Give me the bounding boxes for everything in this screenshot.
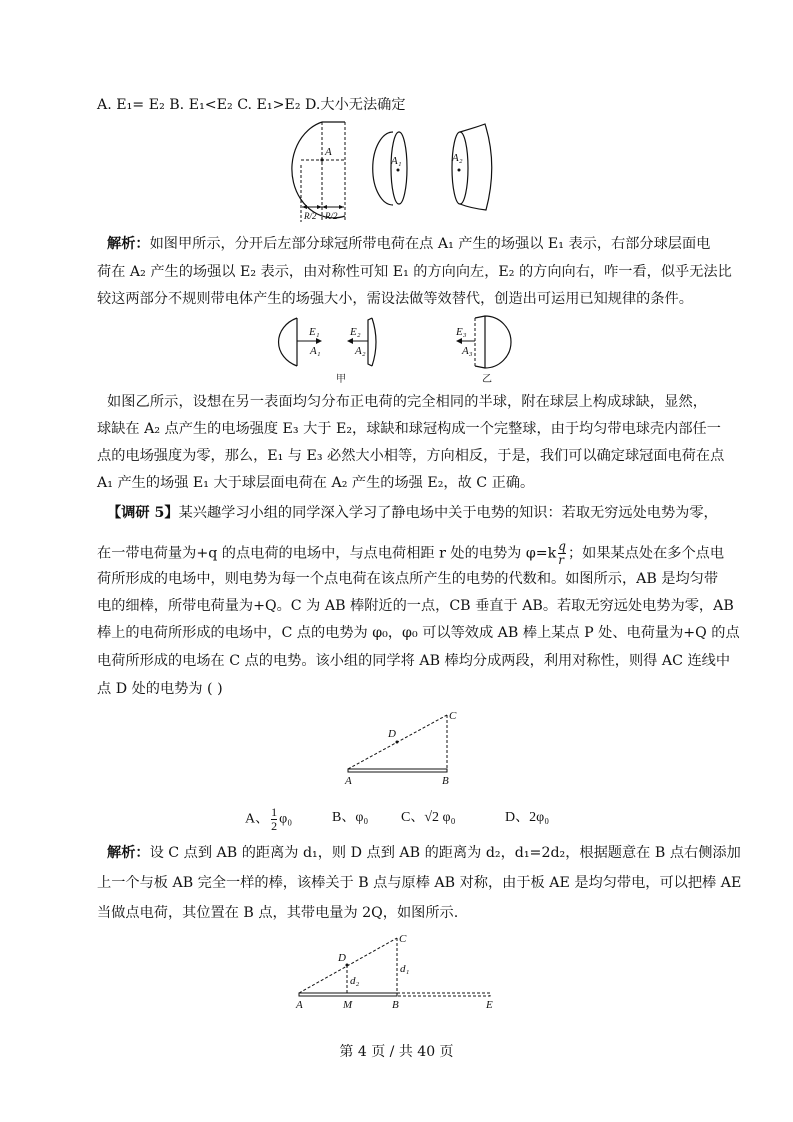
label-c: C [449, 710, 457, 722]
page-footer: 第 4 页 / 共 40 页 [339, 1044, 454, 1060]
choice-a-suffix: φ₀ [279, 811, 293, 827]
fraction-numerator: 1 [271, 805, 278, 819]
choice-a-prefix: A、 [245, 811, 270, 827]
analysis-label: 解析： [107, 236, 150, 252]
analysis-3-line-3: 当做点电荷，其位置在 B 点，其带电量为 2Q，如图所示. [97, 905, 459, 921]
analysis-2-line-4: A₁ 产生的场强 E₁ 大于球层面电荷在 A₂ 产生的场强 E₂，故 C 正确。 [97, 475, 535, 491]
label-a: A [296, 999, 303, 1011]
answer-options: A. E₁= E₂ B. E₁<E₂ C. E₁>E₂ D.大小无法确定 [97, 97, 406, 113]
fraction-denominator: 2 [271, 819, 278, 833]
question-5-line-4: 电的细棒，所带电荷量为+Q。C 为 AB 棒附近的一点，CB 垂直于 AB。若取无穷远处电势为零，AB [97, 598, 734, 614]
analysis-text: 如图甲所示，分开后左部分球冠所带电荷在点 A₁ 产生的场强以 E₁ 表示，右部分球层面电 [149, 236, 711, 252]
label-c: C [399, 933, 407, 945]
question-text: 在一带电荷量为+q 的点电荷的电场中，与点电荷相距 r 处的电势为 φ=k [97, 545, 557, 562]
label-r-half-left: R/2 [304, 211, 317, 221]
analysis-2-line-1: 如图乙所示，设想在另一表面均匀分布正电荷的完全相同的半球，附在球层上构成球缺，显然， [107, 394, 707, 410]
label-b: B [442, 775, 449, 787]
label-m: M [343, 999, 353, 1011]
analysis-2-line-3: 点的电场强度为零，那么，E₁ 与 E₃ 必然大小相等，方向相反，于是，我们可以确定球冠面电荷在点 [97, 448, 725, 464]
question-5-line-6: 电荷所形成的电场在 C 点的电势。该小组的同学将 AB 棒均分成两段，利用对称性，则得 AC 连线中 [97, 653, 731, 669]
label-d: D [388, 728, 396, 740]
label-a2: A₂ [355, 345, 366, 357]
label-a3: A₃ [462, 345, 473, 357]
label-e1: E₁ [309, 326, 320, 338]
analysis-3-line-2: 上一个与板 AB 完全一样的棒，该棒关于 B 点与原棒 AB 对称，由于板 AE 是均匀带电，可以把棒 AE [97, 875, 742, 891]
fraction-denominator: r [558, 553, 565, 567]
analysis-text: 设 C 点到 AB 的距离为 d₁，则 D 点到 AB 的距离为 d₂，d₁=2d₂，根据题意在 B 点右侧添加 [149, 845, 741, 861]
question-tag: 【调研 5】 [107, 505, 179, 521]
label-a1: A₁ [310, 345, 321, 357]
label-d1: d₁ [400, 963, 410, 975]
question-5-line-3: 荷所形成的电场中，则电势为每一个点电荷在该点所产生的电势的代数和。如图所示，AB 是均匀带 [97, 571, 719, 587]
label-yi: 乙 [482, 374, 492, 385]
analysis-1-line-3: 较这两部分不规则带电体产生的场强大小，需设法做等效替代，创造出可运用已知规律的条件。 [97, 291, 693, 307]
label-e2: E₂ [350, 326, 361, 338]
label-d2: d₂ [350, 975, 360, 987]
label-a: A [325, 146, 332, 158]
label-jia: 甲 [336, 374, 346, 385]
label-a: A [345, 775, 352, 787]
label-e: E [486, 999, 493, 1011]
analysis-label: 解析： [107, 845, 150, 861]
choice-c: C、√2 φ₀ [401, 810, 456, 825]
fraction-numerator: q [558, 539, 566, 553]
label-d: D [338, 952, 346, 964]
label-r-half-right: R/2 [325, 211, 338, 221]
analysis-2-line-2: 球缺在 A₂ 点产生的电场强度 E₃ 大于 E₂，球缺和球冠构成一个完整球，由于均匀带电球壳内部任一 [97, 421, 721, 437]
label-a2: A₂ [452, 152, 463, 164]
question-text: ；如果某点处在多个点电 [567, 545, 725, 562]
choice-d: D、2φ₀ [505, 810, 550, 825]
label-e3: E₃ [456, 326, 467, 338]
question-5-line-7: 点 D 处的电势为 ( ) [97, 681, 223, 697]
question-text: 某兴趣学习小组的同学深入学习了静电场中关于电势的知识：若取无穷远处电势为零， [178, 505, 718, 521]
analysis-1-line-2: 荷在 A₂ 产生的场强以 E₂ 表示，由对称性可知 E₁ 的方向向左，E₂ 的方向向右，咋一看，似乎无法比 [97, 264, 732, 280]
label-b: B [392, 999, 399, 1011]
choice-b: B、φ₀ [332, 810, 369, 825]
question-5-line-5: 棒上的电荷所形成的电场中，C 点的电势为 φ₀，φ₀ 可以等效成 AB 棒上某点 P 处、电荷量为+Q 的点 [97, 625, 740, 641]
label-a1: A₁ [391, 155, 402, 167]
